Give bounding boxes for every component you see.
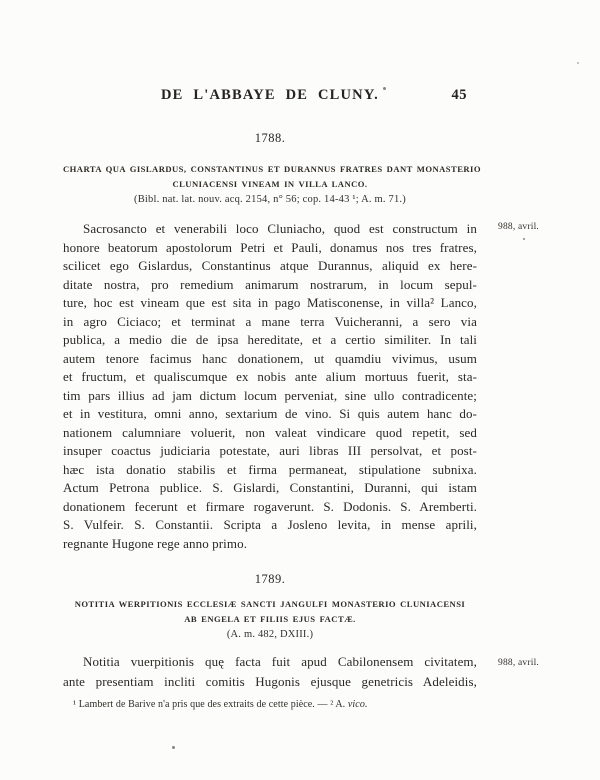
body-text-line: ante presentiam incliti comitis Hugonis ejusque genetricis Adeleidis, bbox=[63, 674, 477, 689]
body-text-line: hæc ista donatio stabilis et firma permaneat, stipulatione subnixa. bbox=[63, 461, 477, 477]
body-text-line: honore beatorum apostolorum Petri et Pauli, donamus nos tres fratres, bbox=[63, 239, 477, 255]
body-text-line: Notitia vuerpitionis quę facta fuit apud Cabilonensem civitatem, bbox=[83, 654, 477, 669]
charter-title bbox=[63, 597, 477, 626]
body-text-line: publica, a medio die de ipsa hereditate, et a certio similiter. In tali bbox=[63, 332, 477, 347]
scan-speck bbox=[523, 238, 525, 240]
margin-date-note: 988, avril. bbox=[498, 222, 539, 232]
body-text-line: S. Vulfeir. S. Constantii. Scripta a Josleno levita, in mense aprili, bbox=[63, 517, 477, 532]
scan-speck bbox=[577, 62, 579, 64]
charter-title bbox=[63, 162, 481, 191]
body-text-line: nationem calumniare voluerit, non valeat vindicare quod repetit, sed bbox=[63, 424, 477, 440]
page-header bbox=[63, 87, 477, 107]
body-text-line: et fructum, et qualiscumque ex nobis ante alium mortuus fuerit, sta- bbox=[63, 369, 477, 384]
body-text-line: insuper coactus judiciaria potestate, auri libras III persolvat, et post- bbox=[63, 443, 477, 458]
charter-title-line: NOTITIA WERPITIONIS ECCLESIÆ SANCTI JANGULFI MONASTERIO CLUNIACENSI bbox=[74, 599, 466, 609]
footnote-italic-text: vico. bbox=[347, 699, 368, 710]
body-text-line: ditate nostra, pro remedium animarum nostrarum, in locum sepul- bbox=[63, 276, 477, 292]
body-text-line: autem tenore facimus hanc donationem, ut quamdiu vivimus, usum bbox=[63, 350, 477, 366]
body-text-line: in agro Ciciaco; et terminat a mane terra Vuicheranni, a sero via bbox=[63, 313, 477, 329]
body-text-line: Actum Petrona publice. S. Gislardi, Constantini, Duranni, qui istam bbox=[63, 480, 477, 495]
body-text-line: tim pars illius ad jam dictum locum perveniat, sine ullo contradicente; bbox=[63, 387, 477, 403]
body-text-line: regnante Hugone rege anno primo. bbox=[63, 535, 248, 551]
charter-body bbox=[63, 652, 477, 692]
body-text-line: et in vestitura, omni anno, sextarium de vino. Si quis autem hanc do- bbox=[63, 406, 477, 421]
charter-title-line: AB ENGELA ET FILIIS EJUS FACTÆ. bbox=[184, 613, 356, 624]
running-title: DE L'ABBAYE DE CLUNY. bbox=[160, 87, 379, 103]
footnote bbox=[63, 699, 477, 710]
scan-speck bbox=[172, 746, 175, 749]
charter-title-line: CHARTA QUA GISLARDUS, CONSTANTINUS ET DURANNUS FRATRES DANT MONASTERIO bbox=[63, 164, 481, 174]
margin-date-note: 988, avril. bbox=[498, 658, 539, 668]
source-reference: (A. m. 482, DXIII.) bbox=[226, 629, 314, 640]
source-reference: (Bibl. nat. lat. nouv. acq. 2154, n° 56; cop. 14-43 ¹; A. m. 71.) bbox=[134, 194, 406, 205]
charter-number: 1789. bbox=[254, 572, 286, 586]
page-number: 45 bbox=[451, 87, 467, 103]
charter-title-line: CLUNIACENSI VINEAM IN VILLA LANCO. bbox=[172, 178, 368, 189]
charter-body bbox=[63, 220, 477, 553]
scan-speck bbox=[383, 87, 386, 90]
body-text-line: donationem fecerunt et firmare rogaverunt. S. Dodonis. S. Aremberti. bbox=[63, 498, 477, 514]
footnote-text: ¹ Lambert de Barive n'a pris que des extraits de cette pièce. — ² A. bbox=[73, 699, 348, 710]
body-text-line: ture, hoc est vineam que est sita in pago Matisconense, in villa² Lanco, bbox=[63, 295, 477, 310]
charter-number: 1788. bbox=[254, 131, 286, 145]
body-text-line: Sacrosancto et venerabili loco Cluniacho, quod est constructum in bbox=[83, 221, 477, 236]
body-text-line: scilicet ego Gislardus, Constantinus atque Durannus, aliquid ex here- bbox=[63, 258, 477, 273]
